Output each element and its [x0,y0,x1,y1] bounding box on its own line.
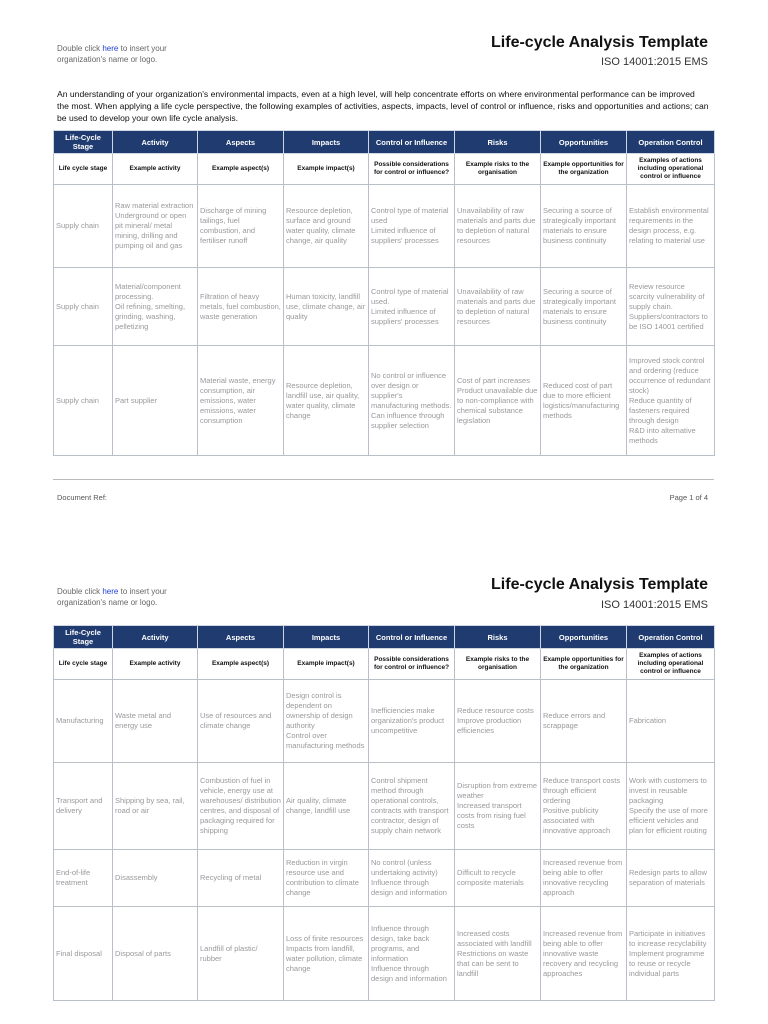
column-header: Life-Cycle Stage [54,131,113,154]
cell-paragraph: Establish environmental requirements in the design process, e.g. relating to material use [629,206,709,245]
cell-paragraph: Air quality, climate change, landfill use [286,796,351,815]
table-header-row [54,131,715,154]
logo-placeholder[interactable] [57,586,167,608]
control-cell[interactable] [369,850,455,907]
column-header: Aspects [198,626,284,649]
cell-paragraph: Increased transport costs from rising fuel costs [457,801,526,830]
cell-paragraph: Cost of part increases [457,375,530,385]
control-cell[interactable] [369,907,455,1001]
aspects-cell[interactable] [198,680,284,763]
cell-paragraph: Positive publicity associated with innovative approach [543,806,611,835]
logo-prefix: Double click [57,44,103,53]
column-subheader: Example impact(s) [284,154,369,185]
column-header: Operation Control [627,626,715,649]
table-row [54,185,715,268]
opportunities-cell[interactable] [541,850,627,907]
cell-paragraph: Shipping by sea, rail, road or air [115,796,185,815]
cell-paragraph: Influence through design, take back programs, and information [371,923,430,963]
activity-cell[interactable] [113,680,198,763]
cell-paragraph: Difficult to recycle composite materials [457,868,524,887]
table-row [54,346,715,456]
table-row [54,907,715,1001]
cell-paragraph: Increased revenue from being able to offer innovative recycling approach [543,858,623,897]
column-header: Life-Cycle Stage [54,626,113,649]
column-subheader: Example risks to the organisation [455,154,541,185]
stage-cell[interactable]: Supply chain [54,268,113,346]
page-subtitle: ISO 14001:2015 EMS [600,56,708,68]
cell-paragraph: Reduce transport costs through efficient ordering [543,776,621,805]
cell-paragraph: Material/component processing. [115,281,181,301]
table-row [54,850,715,907]
risks-cell[interactable] [455,185,541,268]
logo-line2: organization's name or logo. [57,598,158,607]
cell-paragraph: Product unavailable due to non-compliance with chemical substance legislation [457,385,538,425]
column-header: Opportunities [541,626,627,649]
logo-suffix: to insert your [118,587,167,596]
logo-link[interactable]: here [102,587,119,596]
control-cell[interactable] [369,268,455,346]
stage-cell[interactable]: Final disposal [54,907,113,1001]
stage-cell[interactable]: End-of-life treatment [54,850,113,907]
cell-paragraph: Securing a source of strategically important materials to ensure business continuity [543,206,616,245]
page-subtitle: ISO 14001:2015 EMS [600,599,708,611]
cell-paragraph: Limited influence of suppliers' processes [371,226,439,245]
cell-paragraph: Unavailability of raw materials and parts due to depletion of natural resources [457,206,536,245]
activity-cell[interactable] [113,907,198,1001]
opportunities-cell[interactable] [541,763,627,850]
stage-cell[interactable]: Supply chain [54,346,113,456]
logo-placeholder[interactable] [57,43,167,65]
impacts-cell[interactable] [284,680,369,763]
column-subheader: Example impact(s) [284,649,369,680]
table-row [54,268,715,346]
logo-line2: organization's name or logo. [57,55,158,64]
column-header: Opportunities [541,131,627,154]
risks-cell[interactable] [455,763,541,850]
cell-paragraph: Can influence through supplier selection [371,410,445,430]
cell-paragraph: Part supplier [115,395,158,405]
risks-cell[interactable] [455,346,541,456]
cell-paragraph: Control shipment method through operational controls, contracts with transport contractor, design of supply chain network [371,776,449,835]
cell-paragraph: Limited influence of suppliers' processes [371,306,439,326]
cell-paragraph: Implement programme to reuse or recycle individual parts [629,948,705,978]
cell-paragraph: Resource depletion, surface and ground water quality, climate change, air quality [286,206,356,245]
cell-paragraph: Redesign parts to allow separation of materials [629,868,707,887]
impacts-cell[interactable] [284,763,369,850]
stage-cell[interactable]: Supply chain [54,185,113,268]
cell-paragraph: Control type of material used [371,206,449,225]
cell-paragraph: Resource depletion, landfill use, air quality, water quality, climate change [286,380,360,420]
cell-paragraph: Recycling of metal [200,873,262,882]
cell-paragraph: Reduction in virgin resource use and contribution to climate change [286,858,359,897]
logo-link[interactable]: here [102,44,119,53]
cell-paragraph: Control type of material used. [371,286,449,306]
aspects-cell[interactable] [198,850,284,907]
cell-paragraph: Combustion of fuel in vehicle, energy use at warehouses/ distribution centres, and disposal of packaging required for shipping [200,776,281,835]
column-subheader: Life cycle stage [54,154,113,185]
operation-cell[interactable] [627,185,715,268]
cell-paragraph: Use of resources and climate change [200,711,272,730]
impacts-cell[interactable] [284,850,369,907]
cell-paragraph: Participate in initiatives to increase recyclability [629,928,707,948]
cell-paragraph: Raw material extraction [115,201,194,210]
activity-cell[interactable] [113,763,198,850]
column-subheader: Example activity [113,649,198,680]
cell-paragraph: Inefficiencies make organization's product uncompetitive [371,706,445,735]
column-header: Activity [113,131,198,154]
control-cell[interactable] [369,763,455,850]
cell-paragraph: Design control is dependent on ownership of design authority [286,691,353,730]
column-header: Risks [455,131,541,154]
control-cell[interactable] [369,680,455,763]
activity-cell[interactable] [113,185,198,268]
table-header-row [54,626,715,649]
cell-paragraph: Underground or open pit mineral/ metal mining, drilling and pumping oil and gas [115,211,187,250]
column-subheader: Examples of actions including operational control or influence [627,154,715,185]
activity-cell[interactable] [113,850,198,907]
cell-paragraph: Unavailability of raw materials and parts due to depletion of natural resources [457,286,536,326]
aspects-cell[interactable] [198,763,284,850]
column-header: Control or Influence [369,626,455,649]
cell-paragraph: Increased revenue from being able to offer innovative waste recovery and recycling approaches [543,928,623,978]
cell-paragraph: Securing a source of strategically important materials to ensure business continuity [543,286,616,326]
operation-cell[interactable] [627,680,715,763]
column-subheader: Possible considerations for control or influence? [369,649,455,680]
cell-paragraph: Human toxicity, landfill use, climate change, air quality [286,291,366,321]
cell-paragraph: Improved stock control and ordering (reduce occurrence of redundant stock) [629,355,711,395]
logo-suffix: to insert your [118,44,167,53]
column-header: Risks [455,626,541,649]
column-header: Control or Influence [369,131,455,154]
column-subheader: Examples of actions including operational control or influence [627,649,715,680]
column-subheader: Life cycle stage [54,649,113,680]
operation-cell[interactable] [627,763,715,850]
table-subheader-row [54,649,715,680]
operation-cell[interactable] [627,268,715,346]
cell-paragraph: Waste metal and energy use [115,711,171,730]
column-subheader: Example activity [113,154,198,185]
opportunities-cell[interactable] [541,268,627,346]
risks-cell[interactable] [455,680,541,763]
stage-cell[interactable]: Manufacturing [54,680,113,763]
aspects-cell[interactable] [198,185,284,268]
activity-cell[interactable] [113,268,198,346]
control-cell[interactable] [369,346,455,456]
opportunities-cell[interactable] [541,346,627,456]
risks-cell[interactable] [455,850,541,907]
opportunities-cell[interactable] [541,185,627,268]
operation-cell[interactable] [627,346,715,456]
cell-paragraph: Reduce resource costs [457,706,534,715]
cell-paragraph: Suppliers/contractors to be ISO 14001 certified [629,311,708,331]
operation-cell[interactable] [627,907,715,1001]
page-gap [0,515,768,545]
cell-paragraph: Fabrication [629,716,667,725]
activity-cell[interactable] [113,346,198,456]
control-cell[interactable] [369,185,455,268]
cell-paragraph: Reduce errors and scrappage [543,711,606,730]
column-header: Activity [113,626,198,649]
operation-cell[interactable] [627,850,715,907]
lca-table-1 [53,130,715,456]
column-header: Impacts [284,131,369,154]
cell-paragraph: Increased costs associated with landfill [457,928,532,948]
cell-paragraph: Influence through design and information [371,878,447,897]
cell-paragraph: Work with customers to invest in reusable packaging [629,776,707,805]
cell-paragraph: No control or influence over design or supplier's manufacturing methods. [371,370,452,410]
cell-paragraph: Disassembly [115,873,158,882]
column-subheader: Example opportunities for the organization [541,154,627,185]
cell-paragraph: Influence through design and information [371,963,447,983]
cell-paragraph: Loss of finite resources [286,933,364,943]
aspects-cell[interactable] [198,907,284,1001]
table-row [54,680,715,763]
risks-cell[interactable] [455,907,541,1001]
column-subheader: Example opportunities for the organization [541,649,627,680]
logo-prefix: Double click [57,587,103,596]
cell-paragraph: No control (unless undertaking activity) [371,858,438,877]
column-header: Operation Control [627,131,715,154]
impacts-cell[interactable] [284,907,369,1001]
cell-paragraph: Review resource scarcity vulnerability of supply chain. [629,281,705,311]
cell-paragraph: Reduced cost of part due to more efficient logistics/manufacturing methods [543,380,620,420]
cell-paragraph: Specify the use of more efficient vehicles and plan for efficient routing [629,806,708,835]
cell-paragraph: Oil refining, smelting, grinding, washing, pelletizing [115,301,186,331]
column-subheader: Example aspect(s) [198,154,284,185]
cell-paragraph: Filtration of heavy metals, fuel combustion, waste generation [200,291,281,321]
cell-paragraph: Improve production efficiencies [457,716,522,735]
cell-paragraph: Restrictions on waste that can be sent to landfill [457,948,529,978]
cell-paragraph: Impacts from landfill, water pollution, climate change [286,943,363,973]
cell-paragraph: Discharge of mining tailings, fuel combustion, and fertiliser runoff [200,206,267,245]
impacts-cell[interactable] [284,346,369,456]
footer-divider [53,479,714,480]
column-subheader: Example aspect(s) [198,649,284,680]
opportunities-cell[interactable] [541,907,627,1001]
page-number: Page 1 of 4 [669,493,708,502]
stage-cell[interactable]: Transport and delivery [54,763,113,850]
cell-paragraph: Landfill of plastic/ rubber [200,943,258,963]
page-title: Life-cycle Analysis Template [491,34,708,51]
cell-paragraph: Material waste, energy consumption, air emissions, water emissions, water consumption [200,375,276,425]
cell-paragraph: Control over manufacturing methods [286,731,365,750]
intro-paragraph: An understanding of your organization's environmental impacts, even at a high level, will help concentrate efforts on where environmental performance can be improved the most. When applying a life cycle perspective, the following examples of activities, aspects, impacts, level of control or influence, risks and opportunities and actions; can be used to develop your own life cycle analysis. [57,89,709,123]
impacts-cell[interactable] [284,268,369,346]
cell-paragraph: Reduce quantity of fasteners required through design [629,395,692,425]
cell-paragraph: Disposal of parts [115,948,171,958]
aspects-cell[interactable] [198,268,284,346]
column-subheader: Example risks to the organisation [455,649,541,680]
column-header: Impacts [284,626,369,649]
impacts-cell[interactable] [284,185,369,268]
risks-cell[interactable] [455,268,541,346]
table-row [54,763,715,850]
cell-paragraph: R&D into alternative methods [629,425,696,445]
document-ref: Document Ref: [57,493,108,502]
opportunities-cell[interactable] [541,680,627,763]
page-title: Life-cycle Analysis Template [491,576,708,593]
column-subheader: Possible considerations for control or influence? [369,154,455,185]
page-2 [0,545,768,1024]
aspects-cell[interactable] [198,346,284,456]
cell-paragraph: Disruption from extreme weather [457,781,538,800]
table-subheader-row [54,154,715,185]
lca-table-2 [53,625,715,1001]
column-header: Aspects [198,131,284,154]
